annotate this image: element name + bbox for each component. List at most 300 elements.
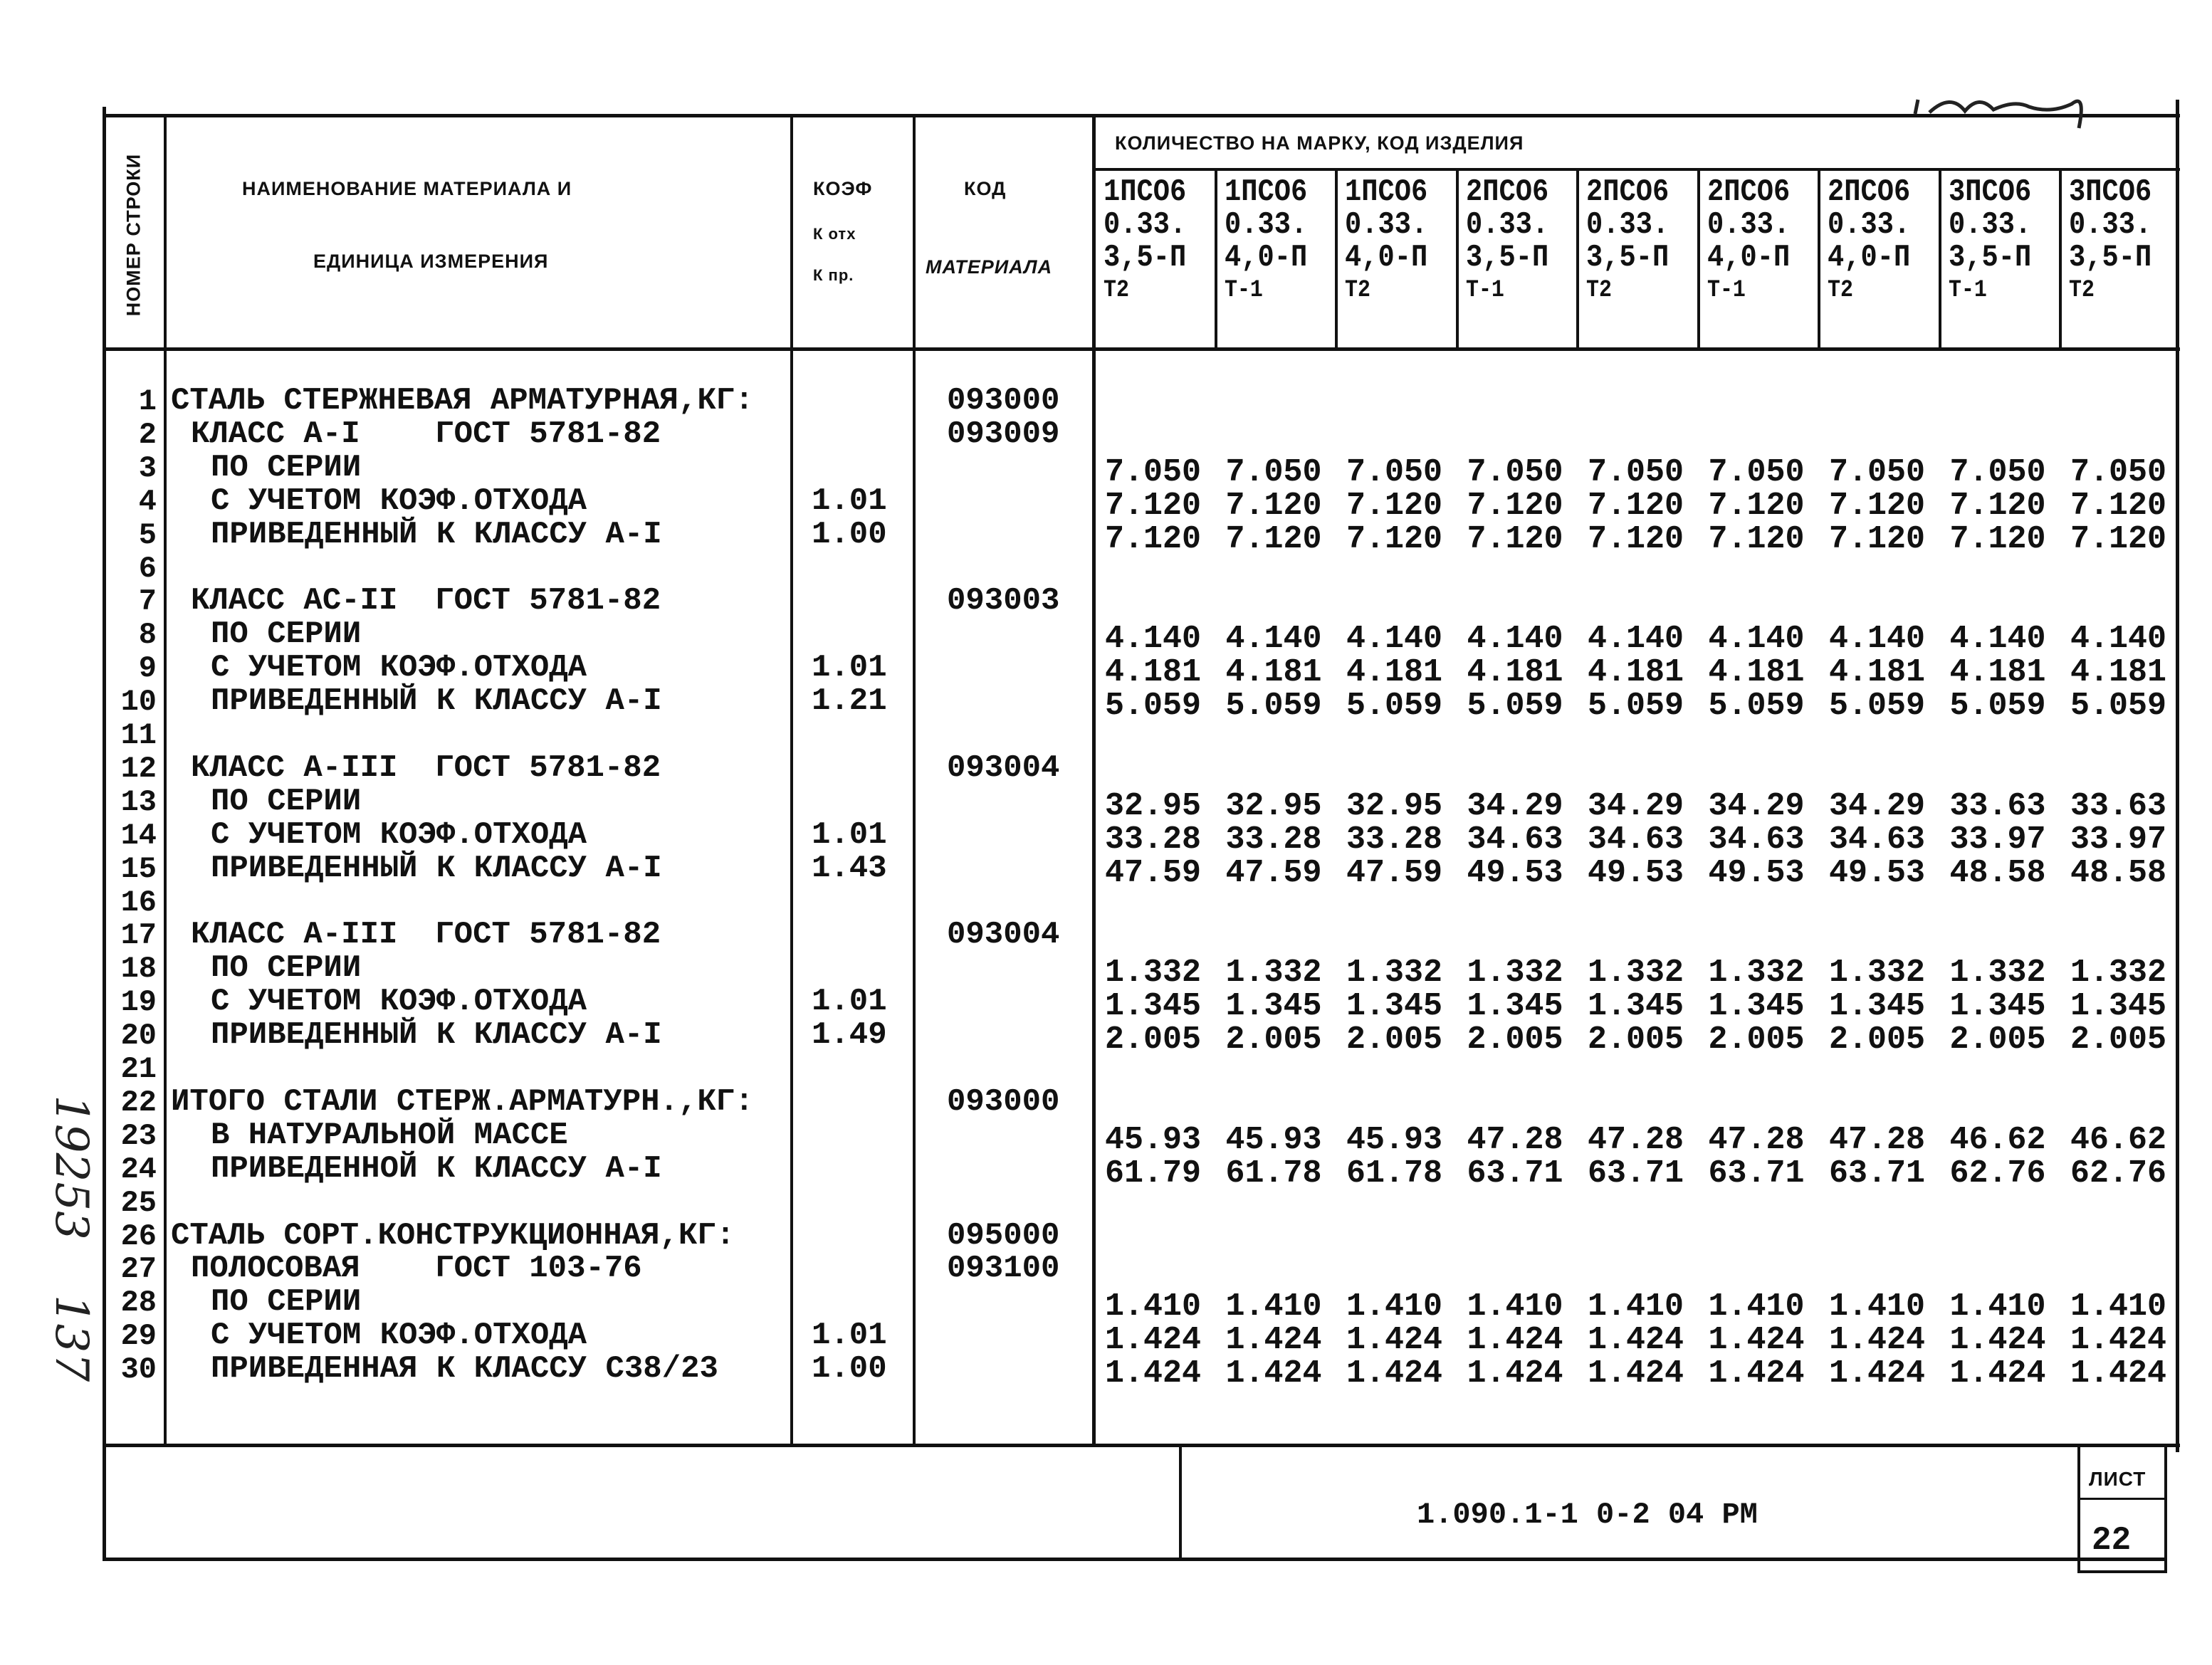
code-header-line1: КОД	[964, 178, 1007, 199]
quantity-value: 7.120	[1225, 520, 1322, 557]
material-code: 093100	[947, 1251, 1060, 1287]
quantity-value: 7.120	[1105, 520, 1202, 557]
product-col-divider	[2059, 169, 2062, 349]
product-code-line: 1ПСО6	[1224, 174, 1307, 210]
material-name: ПО СЕРИИ	[211, 449, 362, 485]
quantity-value: 63.71	[1708, 1155, 1805, 1192]
material-code: 093000	[947, 383, 1060, 419]
material-name: ПРИВЕДЕННЫЙ К КЛАССУ А-I	[211, 850, 662, 886]
product-code-line: 0.33.	[2069, 207, 2152, 243]
product-code-line: Т2	[1586, 277, 1612, 304]
footer-bottom	[103, 1558, 2167, 1561]
row-number: 12	[120, 751, 157, 786]
quantity-value: 1.424	[1346, 1355, 1443, 1392]
quantity-value: 1.424	[1105, 1322, 1202, 1359]
quantity-value: 1.332	[2070, 955, 2167, 992]
quantity-value: 1.410	[1708, 1288, 1805, 1325]
quantity-value: 47.28	[1829, 1121, 1926, 1158]
quantity-value: 62.76	[1949, 1155, 2046, 1192]
material-name: С УЧЕТОМ КОЭФ.ОТХОДА	[211, 1318, 587, 1354]
product-code-line: 0.33.	[1345, 207, 1428, 243]
quantity-title-divider	[1094, 168, 2180, 171]
coefficient: 1.01	[812, 483, 887, 519]
material-name: СТАЛЬ СОРТ.КОНСТРУКЦИОННАЯ,КГ:	[171, 1217, 735, 1254]
quantity-value: 5.059	[1105, 688, 1202, 725]
material-name: КЛАСС АС-II ГОСТ 5781-82	[191, 583, 661, 619]
product-code-line: 3,5-П	[1104, 240, 1187, 275]
quantity-value: 4.140	[2070, 621, 2167, 658]
product-col-divider	[1215, 169, 1217, 349]
quantity-value: 7.120	[1829, 520, 1926, 557]
quantity-value: 1.345	[2070, 988, 2167, 1025]
quantity-value: 61.78	[1346, 1155, 1443, 1192]
quantity-value: 34.29	[1708, 787, 1805, 824]
quantity-value: 47.59	[1225, 854, 1322, 891]
frame-right	[2176, 100, 2179, 1452]
quantity-value: 4.181	[1225, 654, 1322, 691]
quantity-value: 7.050	[1346, 453, 1443, 490]
quantity-value: 33.63	[2070, 787, 2167, 824]
product-code-line: 2ПСО6	[1465, 174, 1548, 210]
quantity-value: 1.345	[1225, 988, 1322, 1025]
sheet-box-left	[2077, 1445, 2080, 1573]
col-divider-num	[164, 114, 167, 1445]
row-number-header: НОМЕР СТРОКИ	[122, 153, 145, 317]
quantity-value: 1.424	[1346, 1322, 1443, 1359]
coefficient: 1.01	[812, 650, 887, 686]
name-header-line2: ЕДИНИЦА ИЗМЕРЕНИЯ	[313, 251, 549, 272]
quantity-value: 5.059	[1588, 688, 1684, 725]
material-name: В НАТУРАЛЬНОЙ МАССЕ	[211, 1117, 568, 1153]
coef-header-line1: КОЭФ	[813, 178, 873, 199]
quantity-value: 7.120	[1467, 520, 1563, 557]
quantity-value: 45.93	[1105, 1121, 1202, 1158]
name-header-line1: НАИМЕНОВАНИЕ МАТЕРИАЛА И	[242, 178, 572, 199]
quantity-value: 34.63	[1829, 821, 1926, 858]
material-name: ПРИВЕДЕННЫЙ К КЛАССУ А-I	[211, 1017, 662, 1054]
coef-header-line2: К отх	[813, 225, 856, 243]
quantity-value: 1.332	[1225, 955, 1322, 992]
row-number: 20	[120, 1019, 157, 1054]
quantity-value: 1.410	[1346, 1288, 1443, 1325]
frame-left	[103, 107, 106, 1560]
material-code: 093000	[947, 1083, 1060, 1120]
row-number: 28	[120, 1286, 157, 1320]
quantity-value: 5.059	[1346, 688, 1443, 725]
row-number: 30	[120, 1353, 157, 1387]
quantity-value: 2.005	[1346, 1021, 1443, 1059]
quantity-value: 48.58	[1949, 854, 2046, 891]
row-number: 3	[138, 451, 157, 485]
quantity-value: 1.410	[2070, 1288, 2167, 1325]
product-code-line: 3,5-П	[1465, 240, 1548, 275]
col-divider-code	[1092, 114, 1096, 1445]
quantity-value: 34.29	[1829, 787, 1926, 824]
quantity-value: 2.005	[1588, 1021, 1684, 1059]
product-code-line: 3,5-П	[2069, 240, 2152, 275]
material-name: ПРИВЕДЕННОЙ К КЛАССУ А-I	[211, 1150, 662, 1187]
quantity-value: 7.120	[1225, 487, 1322, 524]
material-name: ПО СЕРИИ	[211, 783, 362, 819]
product-code-line: Т2	[2069, 277, 2095, 304]
product-code-line: 0.33.	[1707, 207, 1790, 243]
row-number: 14	[120, 818, 157, 853]
quantity-value: 33.28	[1346, 821, 1443, 858]
header-divider	[103, 347, 2180, 351]
quantity-value: 33.63	[1949, 787, 2046, 824]
row-number: 6	[138, 551, 157, 586]
quantity-value: 1.424	[1225, 1322, 1322, 1359]
material-name: С УЧЕТОМ КОЭФ.ОТХОДА	[211, 483, 587, 519]
quantity-value: 1.424	[1225, 1355, 1322, 1392]
product-code-line: 2ПСО6	[1586, 174, 1670, 210]
quantity-value: 7.050	[1949, 453, 2046, 490]
quantity-value: 2.005	[1829, 1021, 1926, 1059]
row-number: 11	[120, 718, 157, 752]
product-code-line: 3ПСО6	[2069, 174, 2152, 210]
product-code-line: 3ПСО6	[1948, 174, 2031, 210]
quantity-value: 63.71	[1467, 1155, 1563, 1192]
quantity-value: 33.28	[1105, 821, 1202, 858]
quantity-value: 1.332	[1708, 955, 1805, 992]
row-number: 4	[138, 484, 157, 519]
coefficient: 1.01	[812, 984, 887, 1020]
row-number: 5	[138, 518, 157, 552]
material-name: ПО СЕРИИ	[211, 616, 362, 653]
coefficient: 1.43	[812, 850, 887, 886]
row-number: 23	[120, 1118, 157, 1153]
quantity-value: 7.050	[1467, 453, 1563, 490]
product-col-divider	[1335, 169, 1338, 349]
product-code-line: 3,5-П	[1586, 240, 1670, 275]
document-code: 1.090.1-1 0-2 04 РМ	[1417, 1498, 1758, 1532]
material-name: СТАЛЬ СТЕРЖНЕВАЯ АРМАТУРНАЯ,КГ:	[171, 383, 754, 419]
quantity-value: 49.53	[1588, 854, 1684, 891]
quantity-value: 1.345	[1346, 988, 1443, 1025]
quantity-value: 1.424	[1708, 1322, 1805, 1359]
quantity-value: 33.97	[2070, 821, 2167, 858]
quantity-value: 1.410	[1467, 1288, 1563, 1325]
quantity-value: 4.140	[1225, 621, 1322, 658]
quantity-value: 2.005	[1225, 1021, 1322, 1059]
product-code-line: 0.33.	[1465, 207, 1548, 243]
quantity-value: 4.181	[1829, 654, 1926, 691]
quantity-value: 7.120	[1949, 487, 2046, 524]
quantity-value: 34.63	[1467, 821, 1563, 858]
material-name: ПРИВЕДЕННЫЙ К КЛАССУ А-I	[211, 683, 662, 720]
quantity-value: 1.410	[1225, 1288, 1322, 1325]
coefficient: 1.00	[812, 516, 887, 552]
inventory-number-handwritten: 19253	[45, 1095, 98, 1240]
material-name: КЛАСС А-III ГОСТ 5781-82	[191, 750, 661, 786]
product-code-line: Т-1	[1465, 277, 1504, 304]
quantity-value: 7.120	[1949, 520, 2046, 557]
quantity-value: 1.424	[2070, 1322, 2167, 1359]
quantity-value: 7.120	[1708, 520, 1805, 557]
product-code-line: 0.33.	[1104, 207, 1187, 243]
coef-header-line3: К пр.	[813, 266, 854, 284]
row-number: 21	[120, 1052, 157, 1086]
row-number: 18	[120, 952, 157, 987]
product-code-line: 1ПСО6	[1345, 174, 1428, 210]
quantity-value: 4.181	[1467, 654, 1563, 691]
quantity-value: 47.59	[1346, 854, 1443, 891]
product-code-line: 2ПСО6	[1707, 174, 1790, 210]
product-code-line: 0.33.	[1948, 207, 2031, 243]
quantity-value: 46.62	[1949, 1121, 2046, 1158]
row-number: 19	[120, 985, 157, 1020]
quantity-value: 4.181	[1588, 654, 1684, 691]
row-number: 25	[120, 1185, 157, 1220]
quantity-value: 48.58	[2070, 854, 2167, 891]
product-code-line: 4,0-П	[1345, 240, 1428, 275]
product-code-line: 3,5-П	[1948, 240, 2031, 275]
row-number: 27	[120, 1252, 157, 1287]
quantity-value: 49.53	[1467, 854, 1563, 891]
quantity-value: 1.345	[1708, 988, 1805, 1025]
row-number: 1	[138, 384, 157, 419]
quantity-value: 45.93	[1346, 1121, 1443, 1158]
quantity-value: 4.140	[1588, 621, 1684, 658]
row-number: 22	[120, 1085, 157, 1120]
quantity-value: 7.050	[1105, 453, 1202, 490]
quantity-value: 7.050	[1225, 453, 1322, 490]
quantity-value: 49.53	[1829, 854, 1926, 891]
quantity-value: 34.29	[1467, 787, 1563, 824]
quantity-value: 61.78	[1225, 1155, 1322, 1192]
material-code: 095000	[947, 1217, 1060, 1254]
quantity-value: 1.332	[1467, 955, 1563, 992]
coefficient: 1.01	[812, 1318, 887, 1354]
quantity-value: 2.005	[2070, 1021, 2167, 1059]
material-name: КЛАСС А-I ГОСТ 5781-82	[191, 416, 661, 452]
quantity-value: 5.059	[1467, 688, 1563, 725]
quantity-value: 4.140	[1949, 621, 2046, 658]
quantity-value: 2.005	[1467, 1021, 1563, 1059]
quantity-value: 7.050	[1829, 453, 1926, 490]
quantity-value: 1.332	[1105, 955, 1202, 992]
quantity-value: 1.410	[1588, 1288, 1684, 1325]
material-name: ПО СЕРИИ	[211, 950, 362, 987]
product-col-divider	[1818, 169, 1820, 349]
quantity-value: 47.59	[1105, 854, 1202, 891]
quantity-value: 47.28	[1467, 1121, 1563, 1158]
quantity-value: 1.345	[1105, 988, 1202, 1025]
row-number: 29	[120, 1319, 157, 1354]
quantity-value: 1.332	[1588, 955, 1684, 992]
quantity-value: 34.63	[1708, 821, 1805, 858]
row-number: 13	[120, 784, 157, 819]
footer-divider	[1179, 1445, 1182, 1559]
quantity-value: 7.120	[1346, 487, 1443, 524]
quantity-value: 33.97	[1949, 821, 2046, 858]
quantity-value: 34.63	[1588, 821, 1684, 858]
material-code: 093009	[947, 416, 1060, 452]
quantity-value: 47.28	[1708, 1121, 1805, 1158]
quantity-value: 1.424	[1949, 1322, 2046, 1359]
material-name: КЛАСС А-III ГОСТ 5781-82	[191, 917, 661, 953]
body-bottom	[103, 1444, 2180, 1447]
quantity-value: 7.120	[1829, 487, 1926, 524]
product-code-line: 1ПСО6	[1104, 174, 1187, 210]
product-code-line: Т-1	[1948, 277, 1987, 304]
quantity-value: 32.95	[1225, 787, 1322, 824]
col-divider-coef	[913, 114, 916, 1445]
quantity-value: 1.410	[1829, 1288, 1926, 1325]
quantity-value: 2.005	[1105, 1021, 1202, 1059]
product-code-line: 4,0-П	[1707, 240, 1790, 275]
quantity-value: 4.181	[1708, 654, 1805, 691]
row-number: 2	[138, 417, 157, 452]
quantity-value: 34.29	[1588, 787, 1684, 824]
material-name: ПО СЕРИИ	[211, 1284, 362, 1320]
quantity-value: 1.424	[1467, 1355, 1563, 1392]
product-col-divider	[1697, 169, 1700, 349]
quantity-value: 1.424	[1105, 1355, 1202, 1392]
quantity-value: 7.050	[2070, 453, 2167, 490]
sheet-box-bottom	[2077, 1570, 2166, 1573]
row-number: 9	[138, 651, 157, 686]
quantity-value: 32.95	[1346, 787, 1443, 824]
product-code-line: Т2	[1104, 277, 1129, 304]
quantity-value: 1.332	[1829, 955, 1926, 992]
quantity-title: КОЛИЧЕСТВО НА МАРКУ, КОД ИЗДЕЛИЯ	[1115, 132, 1524, 154]
material-name: С УЧЕТОМ КОЭФ.ОТХОДА	[211, 816, 587, 853]
quantity-value: 7.120	[1105, 487, 1202, 524]
quantity-value: 63.71	[1829, 1155, 1926, 1192]
quantity-value: 1.424	[1949, 1355, 2046, 1392]
quantity-value: 4.181	[2070, 654, 2167, 691]
product-col-divider	[1576, 169, 1579, 349]
quantity-value: 62.76	[2070, 1155, 2167, 1192]
coefficient: 1.01	[812, 816, 887, 853]
quantity-value: 1.410	[1105, 1288, 1202, 1325]
product-code-line: 0.33.	[1586, 207, 1670, 243]
quantity-value: 1.424	[1829, 1355, 1926, 1392]
quantity-value: 1.332	[1949, 955, 2046, 992]
material-code: 093004	[947, 917, 1060, 953]
material-code: 093003	[947, 583, 1060, 619]
row-number: 8	[138, 618, 157, 653]
quantity-value: 7.120	[1467, 487, 1563, 524]
material-name: ИТОГО СТАЛИ СТЕРЖ.АРМАТУРН.,КГ:	[171, 1083, 754, 1120]
quantity-value: 1.410	[1949, 1288, 2046, 1325]
quantity-value: 5.059	[1225, 688, 1322, 725]
quantity-value: 4.140	[1105, 621, 1202, 658]
product-code-line: Т-1	[1224, 277, 1263, 304]
quantity-value: 4.181	[1949, 654, 2046, 691]
product-code-line: 2ПСО6	[1828, 174, 1911, 210]
quantity-value: 4.140	[1708, 621, 1805, 658]
row-number: 16	[120, 885, 157, 920]
quantity-value: 45.93	[1225, 1121, 1322, 1158]
quantity-value: 7.120	[1588, 520, 1684, 557]
quantity-value: 7.050	[1588, 453, 1684, 490]
quantity-value: 2.005	[1708, 1021, 1805, 1059]
material-name: ПРИВЕДЕННЫЙ К КЛАССУ А-I	[211, 516, 662, 552]
coefficient: 1.00	[812, 1351, 887, 1387]
coefficient: 1.21	[812, 683, 887, 720]
quantity-value: 5.059	[1829, 688, 1926, 725]
page-mark-handwritten: 137	[45, 1294, 98, 1382]
quantity-value: 1.345	[1588, 988, 1684, 1025]
quantity-value: 4.140	[1467, 621, 1563, 658]
product-code-line: Т-1	[1707, 277, 1746, 304]
sheet-number: 22	[2092, 1522, 2132, 1559]
quantity-value: 1.424	[1829, 1322, 1926, 1359]
quantity-value: 1.345	[1829, 988, 1926, 1025]
code-header-line2: МАТЕРИАЛА	[926, 256, 1053, 278]
product-code-line: Т2	[1345, 277, 1370, 304]
quantity-value: 1.424	[1467, 1322, 1563, 1359]
product-code-line: 0.33.	[1828, 207, 1911, 243]
sheet-box-right	[2164, 1445, 2167, 1573]
quantity-value: 49.53	[1708, 854, 1805, 891]
quantity-value: 5.059	[1949, 688, 2046, 725]
product-col-divider	[1939, 169, 1941, 349]
quantity-value: 4.140	[1829, 621, 1926, 658]
row-number: 15	[120, 851, 157, 886]
quantity-value: 4.181	[1346, 654, 1443, 691]
product-code-line: Т2	[1828, 277, 1853, 304]
quantity-value: 7.120	[1708, 487, 1805, 524]
frame-top	[103, 114, 2180, 117]
row-number: 24	[120, 1152, 157, 1187]
quantity-value: 33.28	[1225, 821, 1322, 858]
quantity-value: 1.332	[1346, 955, 1443, 992]
sheet-label: ЛИСТ	[2089, 1468, 2147, 1490]
product-code-line: 4,0-П	[1224, 240, 1307, 275]
coefficient: 1.49	[812, 1017, 887, 1054]
quantity-value: 4.140	[1346, 621, 1443, 658]
quantity-value: 1.345	[1949, 988, 2046, 1025]
quantity-value: 1.345	[1467, 988, 1563, 1025]
quantity-value: 4.181	[1105, 654, 1202, 691]
quantity-value: 46.62	[2070, 1121, 2167, 1158]
quantity-value: 2.005	[1949, 1021, 2046, 1059]
quantity-value: 7.120	[1346, 520, 1443, 557]
col-divider-name	[790, 114, 793, 1445]
quantity-value: 1.424	[1588, 1355, 1684, 1392]
row-number: 7	[138, 584, 157, 619]
sheet-box-mid	[2077, 1498, 2166, 1500]
quantity-value: 7.120	[1588, 487, 1684, 524]
row-number: 26	[120, 1219, 157, 1254]
row-number: 10	[120, 685, 157, 720]
material-code: 093004	[947, 750, 1060, 786]
quantity-value: 7.120	[2070, 487, 2167, 524]
material-name: С УЧЕТОМ КОЭФ.ОТХОДА	[211, 984, 587, 1020]
quantity-value: 1.424	[2070, 1355, 2167, 1392]
material-name: С УЧЕТОМ КОЭФ.ОТХОДА	[211, 650, 587, 686]
material-name: ПРИВЕДЕННАЯ К КЛАССУ С38/23	[211, 1351, 718, 1387]
quantity-value: 7.120	[2070, 520, 2167, 557]
quantity-value: 1.424	[1588, 1322, 1684, 1359]
quantity-value: 1.424	[1708, 1355, 1805, 1392]
product-code-line: 4,0-П	[1828, 240, 1911, 275]
quantity-value: 61.79	[1105, 1155, 1202, 1192]
quantity-value: 7.050	[1708, 453, 1805, 490]
corner-scribble	[1908, 85, 2093, 142]
row-number: 17	[120, 918, 157, 953]
quantity-value: 5.059	[2070, 688, 2167, 725]
quantity-value: 32.95	[1105, 787, 1202, 824]
product-col-divider	[1456, 169, 1459, 349]
material-name: ПОЛОСОВАЯ ГОСТ 103-76	[191, 1251, 642, 1287]
quantity-value: 5.059	[1708, 688, 1805, 725]
quantity-value: 47.28	[1588, 1121, 1684, 1158]
quantity-value: 63.71	[1588, 1155, 1684, 1192]
